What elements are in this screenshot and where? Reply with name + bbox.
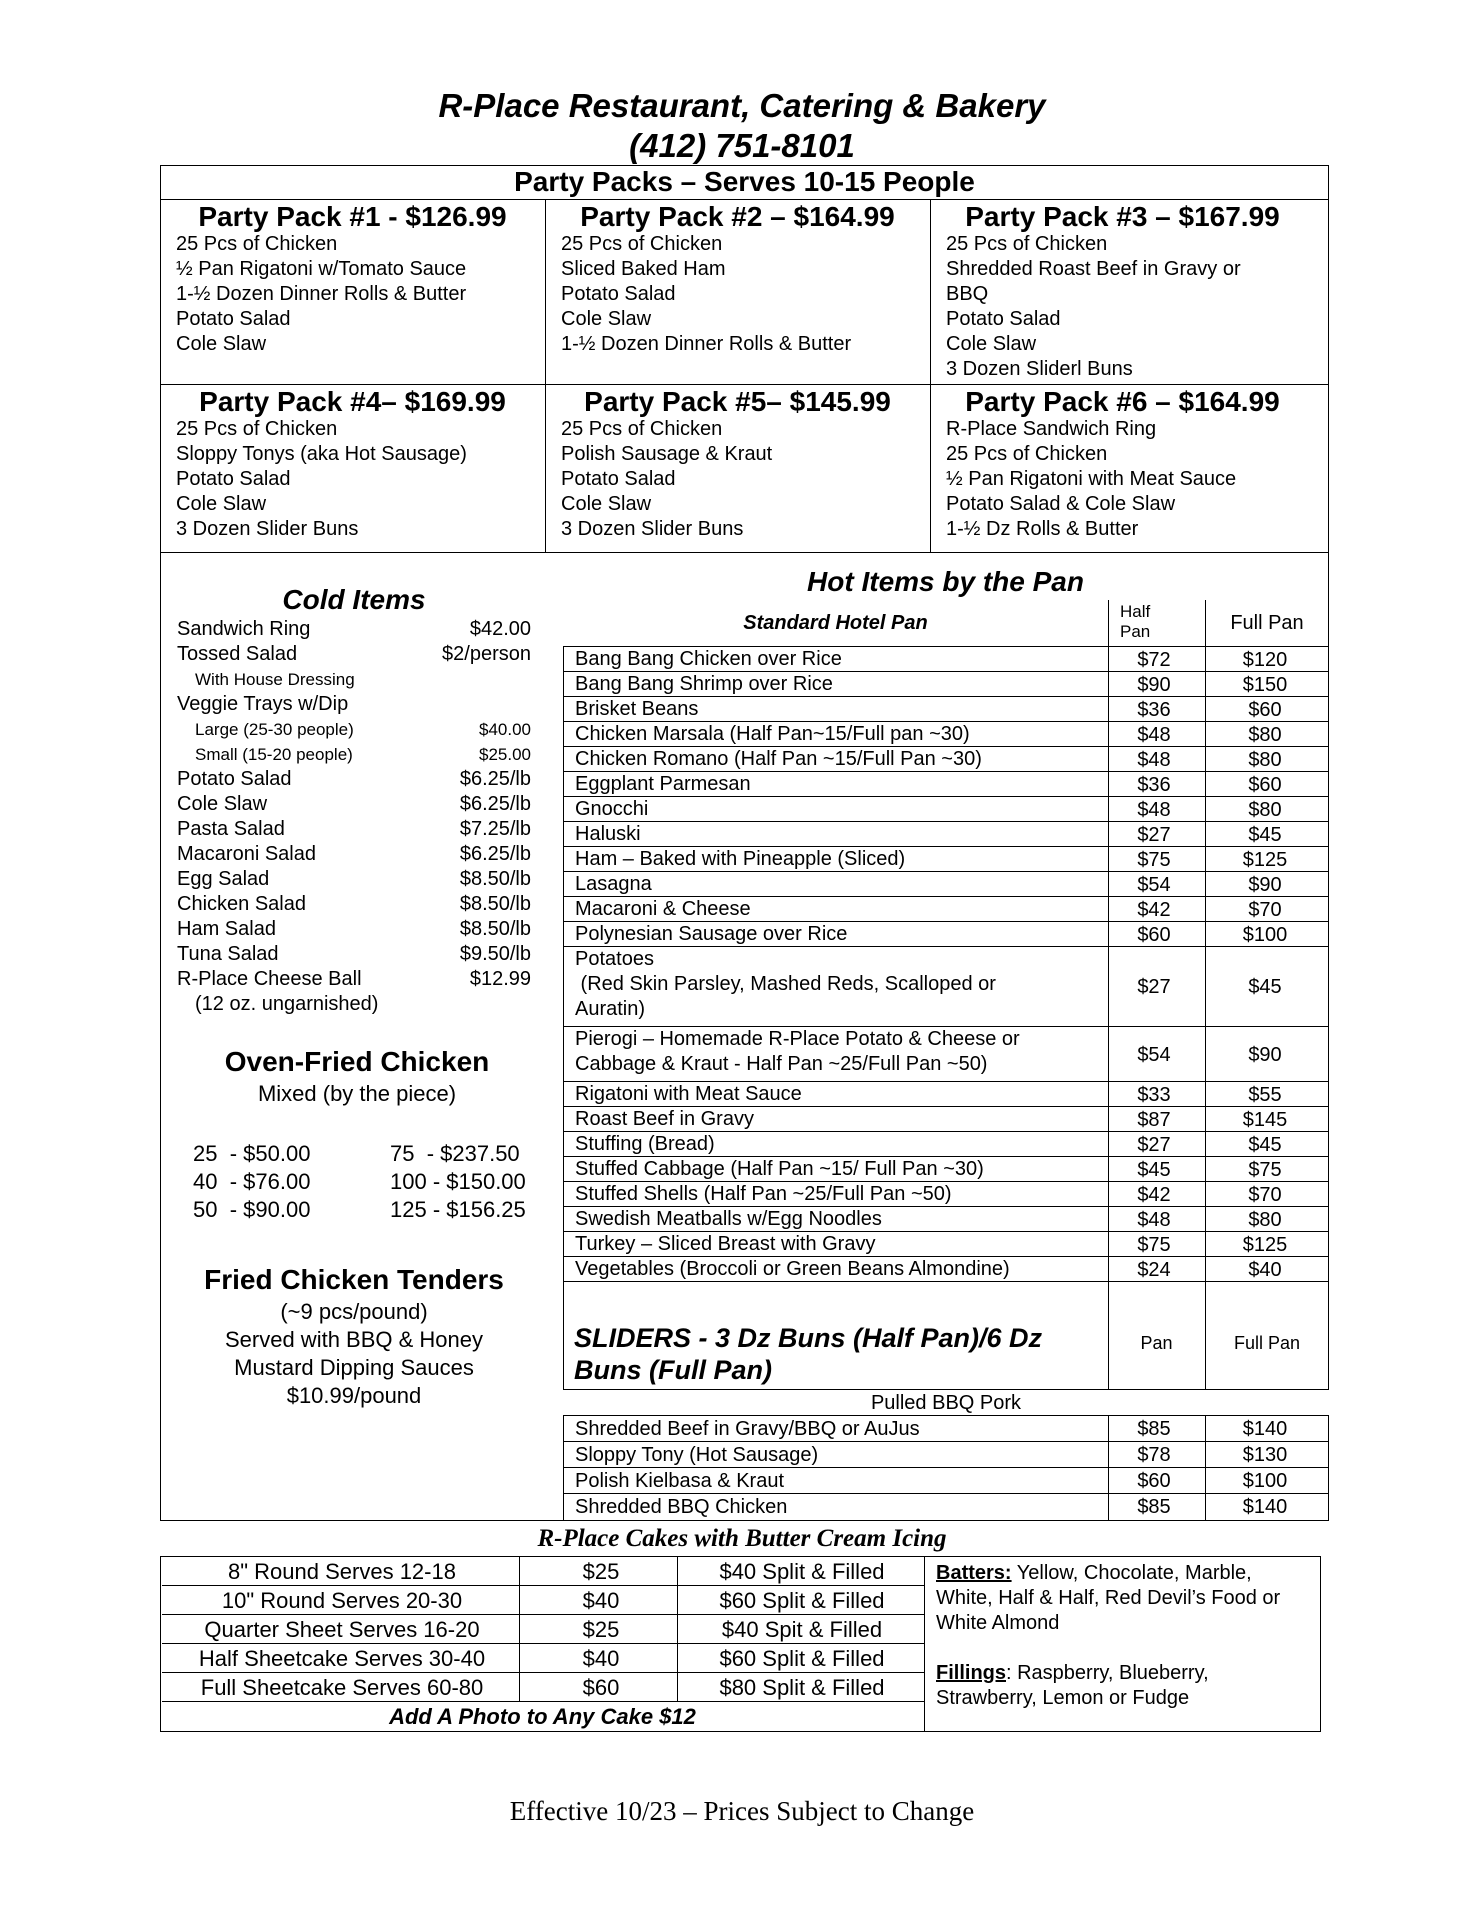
- party-pack-items: [561, 232, 851, 357]
- party-pack-item: 3 Dozen Slider Buns: [561, 518, 744, 540]
- oven-fried-price: 25 - $50.00: [193, 1141, 311, 1166]
- sliders-title: SLIDERS - 3 Dz Buns (Half Pan)/6 Dz Buns (Full Pan): [574, 1323, 1043, 1385]
- hot-item-full-price: $40: [1248, 1258, 1282, 1281]
- party-pack-items: [561, 417, 772, 542]
- fillings-text: : Raspberry, Blueberry, Strawberry, Lemon or Fudge: [936, 1662, 1209, 1709]
- tenders-description: [177, 1298, 531, 1410]
- cake-size: Half Sheetcake Serves 30-40: [198, 1646, 486, 1671]
- cakes-title: R-Place Cakes with Butter Cream Icing: [537, 1525, 947, 1552]
- hot-item-full-price: $70: [1248, 898, 1282, 921]
- hot-item-full-price: $80: [1248, 723, 1282, 746]
- hot-item-full-price: $80: [1248, 748, 1282, 771]
- hot-item-half-price: $48: [1137, 723, 1171, 746]
- party-pack-title: Party Pack #5– $145.99: [584, 386, 891, 417]
- cake-split-price: $40 Spit & Filled: [721, 1617, 883, 1642]
- cold-item-name: Tossed Salad: [177, 643, 298, 665]
- cold-item-price: $8.50/lb: [459, 893, 531, 915]
- cold-item-row: [177, 717, 531, 742]
- phone-number: (412) 751-8101: [629, 127, 855, 164]
- hot-item-full-price: $145: [1242, 1108, 1288, 1131]
- slider-name: Shredded Beef in Gravy/BBQ or AuJus: [575, 1418, 920, 1440]
- party-pack-item: BBQ: [946, 283, 989, 305]
- hot-items-col-half: Half Pan: [1120, 602, 1151, 641]
- cake-price: $25: [582, 1559, 620, 1584]
- hot-item-half-price: $27: [1137, 823, 1171, 846]
- slider-full-price: $130: [1242, 1444, 1288, 1466]
- hot-item-name: Stuffed Shells (Half Pan ~25/Full Pan ~50): [575, 1183, 952, 1205]
- hot-item-full-price: $90: [1248, 1043, 1282, 1066]
- cold-item-price: $7.25/lb: [459, 818, 531, 840]
- party-pack-item: Potato Salad: [176, 468, 291, 490]
- cold-item-name: (12 oz. ungarnished): [195, 993, 379, 1015]
- tenders-line: Served with BBQ & Honey: [224, 1327, 483, 1352]
- cold-item-row: [177, 942, 531, 967]
- hot-item-half-price: $42: [1137, 898, 1171, 921]
- party-pack-item: 25 Pcs of Chicken: [561, 233, 723, 255]
- party-pack-item: 1-½ Dz Rolls & Butter: [946, 518, 1139, 540]
- hot-item-name: Stuffing (Bread): [575, 1133, 715, 1155]
- party-pack-item: R-Place Sandwich Ring: [946, 418, 1157, 440]
- cake-size: 10" Round Serves 20-30: [221, 1588, 463, 1613]
- oven-fried-prices-right: [390, 1140, 526, 1224]
- hot-item-name: Roast Beef in Gravy: [575, 1108, 754, 1130]
- cold-item-row: [177, 667, 531, 692]
- hot-item-half-price: $24: [1137, 1258, 1171, 1281]
- party-pack-item: Cole Slaw: [176, 493, 267, 515]
- hot-item-name: Rigatoni with Meat Sauce: [575, 1083, 802, 1105]
- hot-item-row: [563, 1207, 1328, 1232]
- hot-item-full-price: $45: [1248, 823, 1282, 846]
- cake-price: $40: [582, 1588, 620, 1613]
- cake-price: $25: [582, 1617, 620, 1642]
- party-pack-title: Party Pack #4– $169.99: [199, 386, 506, 417]
- oven-fried-price: 50 - $90.00: [193, 1197, 311, 1222]
- hot-item-full-price: $60: [1248, 698, 1282, 721]
- cold-item-row: [177, 792, 531, 817]
- slider-full-price: $100: [1242, 1470, 1288, 1492]
- cake-row: [162, 1586, 924, 1615]
- cold-item-name: Tuna Salad: [177, 943, 279, 965]
- cold-item-row: [177, 617, 531, 642]
- hot-item-full-price: $70: [1248, 1183, 1282, 1206]
- hot-item-name: Bang Bang Chicken over Rice: [575, 648, 842, 670]
- hot-item-half-price: $48: [1137, 748, 1171, 771]
- cold-item-name: Veggie Trays w/Dip: [177, 693, 349, 715]
- hot-item-name: Stuffed Cabbage (Half Pan ~15/ Full Pan ~30): [575, 1158, 984, 1180]
- cake-size: 8" Round Serves 12-18: [228, 1559, 456, 1584]
- slider-half-price: $78: [1137, 1444, 1171, 1466]
- hot-item-name: Ham – Baked with Pineapple (Sliced): [575, 848, 906, 870]
- cold-item-row: [177, 917, 531, 942]
- hot-item-half-price: $33: [1137, 1083, 1171, 1106]
- hot-item-half-price: $60: [1137, 923, 1171, 946]
- hot-item-name: Haluski: [575, 823, 641, 845]
- hot-item-row: [563, 1082, 1328, 1107]
- cold-item-row: [177, 892, 531, 917]
- hot-item-name: Turkey – Sliced Breast with Gravy: [575, 1233, 876, 1255]
- footer-note: Effective 10/23 – Prices Subject to Change: [509, 1796, 975, 1826]
- hot-item-name: Vegetables (Broccoli or Green Beans Almondine): [575, 1258, 1010, 1280]
- hot-item-full-price: $125: [1242, 848, 1288, 871]
- hot-item-row: [563, 947, 1328, 1027]
- cold-item-price: $42.00: [469, 618, 531, 640]
- party-pack-item: 3 Dozen Slider Buns: [176, 518, 359, 540]
- hot-items-col-item: Standard Hotel Pan: [743, 612, 928, 634]
- cold-item-name: Macaroni Salad: [177, 843, 316, 865]
- oven-fried-prices-left: [193, 1140, 310, 1224]
- hot-item-full-price: $120: [1242, 648, 1288, 671]
- cake-size: Full Sheetcake Serves 60-80: [200, 1675, 484, 1700]
- party-pack-item: Potato Salad & Cole Slaw: [946, 493, 1176, 515]
- hot-item-row: [563, 1027, 1328, 1082]
- party-pack-item: Polish Sausage & Kraut: [561, 443, 773, 465]
- restaurant-title: R-Place Restaurant, Catering & Bakery: [438, 87, 1046, 124]
- hot-item-row: [563, 1157, 1328, 1182]
- hot-item-row: [563, 697, 1328, 722]
- cold-item-row: [177, 767, 531, 792]
- hot-item-half-price: $45: [1137, 1158, 1171, 1181]
- hot-item-name: Chicken Marsala (Half Pan~15/Full pan ~30): [575, 723, 970, 745]
- slider-row: [563, 1416, 1328, 1442]
- cold-item-name: Potato Salad: [177, 768, 292, 790]
- hot-item-row: [563, 872, 1328, 897]
- hot-item-full-price: $100: [1242, 923, 1288, 946]
- cake-split-price: $40 Split & Filled: [719, 1559, 885, 1584]
- cold-item-price: $8.50/lb: [459, 868, 531, 890]
- hot-item-full-price: $150: [1242, 673, 1288, 696]
- cold-items-title: Cold Items: [282, 584, 426, 615]
- cold-item-name: Small (15-20 people): [195, 745, 353, 764]
- party-pack-item: Potato Salad: [946, 308, 1061, 330]
- cake-split-price: $80 Split & Filled: [719, 1675, 885, 1700]
- hot-item-half-price: $72: [1137, 648, 1171, 671]
- fillings-label: Fillings: [936, 1662, 1006, 1684]
- party-pack-items: [946, 417, 1236, 542]
- cold-item-price: $25.00: [479, 745, 531, 764]
- party-packs-heading: Party Packs – Serves 10-15 People: [514, 166, 975, 197]
- sliders-col-half: Pan: [1140, 1333, 1173, 1353]
- party-pack-item: Cole Slaw: [561, 308, 652, 330]
- hot-item-full-price: $80: [1248, 798, 1282, 821]
- hot-item-full-price: $60: [1248, 773, 1282, 796]
- party-pack-item: 25 Pcs of Chicken: [946, 443, 1108, 465]
- party-pack-title: Party Pack #1 - $126.99: [198, 201, 507, 232]
- hot-item-half-price: $87: [1137, 1108, 1171, 1131]
- party-pack-item: Cole Slaw: [561, 493, 652, 515]
- cake-price: $60: [582, 1675, 620, 1700]
- hot-item-row: [563, 1107, 1328, 1132]
- party-pack-item: 3 Dozen Sliderl Buns: [946, 358, 1133, 380]
- cake-row: [162, 1673, 924, 1702]
- party-pack-item: Potato Salad: [176, 308, 291, 330]
- party-pack-item: ½ Pan Rigatoni w/Tomato Sauce: [176, 258, 467, 280]
- party-pack-item: Potato Salad: [561, 283, 676, 305]
- hot-items-col-full: Full Pan: [1230, 612, 1304, 634]
- cake-photo-addon: Add A Photo to Any Cake $12: [389, 1704, 696, 1729]
- party-pack-item: Sliced Baked Ham: [561, 258, 726, 280]
- hot-item-half-price: $75: [1137, 1233, 1171, 1256]
- hot-item-name: Brisket Beans: [575, 698, 699, 720]
- hot-item-name: Pierogi – Homemade R-Place Potato & Cheese or Cabbage & Kraut - Half Pan ~25/Full Pan ~50): [575, 1028, 1020, 1075]
- hot-item-name: Polynesian Sausage over Rice: [575, 923, 848, 945]
- hot-item-full-price: $125: [1242, 1233, 1288, 1256]
- hot-item-half-price: $54: [1137, 1043, 1171, 1066]
- hot-item-name: Bang Bang Shrimp over Rice: [575, 673, 833, 695]
- slider-full-price: $140: [1242, 1496, 1288, 1518]
- hot-item-full-price: $90: [1248, 873, 1282, 896]
- hot-item-row: [563, 797, 1328, 822]
- hot-item-row: [563, 772, 1328, 797]
- cake-row: [162, 1557, 924, 1586]
- hot-item-row: [563, 647, 1328, 672]
- cold-item-price: $6.25/lb: [459, 843, 531, 865]
- cake-price: $40: [582, 1646, 620, 1671]
- cold-item-row: [177, 842, 531, 867]
- cold-item-row: [177, 742, 531, 767]
- cake-fillings: [936, 1661, 1306, 1711]
- party-pack-title: Party Pack #3 – $167.99: [965, 201, 1280, 232]
- cold-item-name: Egg Salad: [177, 868, 270, 890]
- oven-fried-title: Oven-Fried Chicken: [224, 1046, 490, 1077]
- oven-fried-price: 100 - $150.00: [390, 1169, 526, 1194]
- cold-item-row: [177, 967, 531, 992]
- party-pack-item: Sloppy Tonys (aka Hot Sausage): [176, 443, 467, 465]
- hot-item-row: [563, 897, 1328, 922]
- hot-item-half-price: $48: [1137, 1208, 1171, 1231]
- party-pack-item: Potato Salad: [561, 468, 676, 490]
- slider-half-price: $60: [1137, 1470, 1171, 1492]
- cold-item-name: With House Dressing: [195, 670, 355, 689]
- hot-item-name: Potatoes (Red Skin Parsley, Mashed Reds, Scalloped or Auratin): [575, 948, 996, 1020]
- slider-name: Shredded BBQ Chicken: [575, 1496, 788, 1518]
- slider-half-price: $85: [1137, 1418, 1171, 1440]
- hot-item-row: [563, 922, 1328, 947]
- cake-size: Quarter Sheet Serves 16-20: [204, 1617, 480, 1642]
- hot-item-name: Gnocchi: [575, 798, 649, 820]
- cold-item-name: Sandwich Ring: [177, 618, 311, 640]
- party-pack-item: 25 Pcs of Chicken: [176, 418, 338, 440]
- hot-item-row: [563, 747, 1328, 772]
- cold-item-row: [177, 817, 531, 842]
- cake-row: [162, 1615, 924, 1644]
- cold-item-price: $6.25/lb: [459, 768, 531, 790]
- cold-item-row: [177, 992, 531, 1017]
- tenders-line: $10.99/pound: [286, 1383, 422, 1408]
- slider-row: [563, 1494, 1328, 1520]
- hot-items-title: Hot Items by the Pan: [807, 566, 1084, 597]
- batters-text: Yellow, Chocolate, Marble, White, Half & Half, Red Devil’s Food or White Almond: [936, 1562, 1281, 1634]
- cold-item-row: [177, 692, 531, 717]
- slider-name: Polish Kielbasa & Kraut: [575, 1470, 785, 1492]
- cold-item-row: [177, 642, 531, 667]
- hot-item-row: [563, 1182, 1328, 1207]
- party-pack-title: Party Pack #2 – $164.99: [580, 201, 895, 232]
- hot-item-half-price: $36: [1137, 773, 1171, 796]
- party-pack-item: 1-½ Dozen Dinner Rolls & Butter: [176, 283, 467, 305]
- hot-item-full-price: $45: [1248, 976, 1282, 998]
- hot-item-full-price: $45: [1248, 1133, 1282, 1156]
- party-pack-item: 25 Pcs of Chicken: [561, 418, 723, 440]
- party-pack-item: Cole Slaw: [176, 333, 267, 355]
- hot-item-half-price: $54: [1137, 873, 1171, 896]
- cake-split-price: $60 Split & Filled: [719, 1588, 885, 1613]
- party-pack-items: [176, 232, 466, 357]
- hot-item-row: [563, 1232, 1328, 1257]
- hot-item-row: [563, 672, 1328, 697]
- cold-item-price: $9.50/lb: [459, 943, 531, 965]
- tenders-line: Mustard Dipping Sauces: [234, 1355, 474, 1380]
- oven-fried-price: 125 - $156.25: [390, 1197, 526, 1222]
- hot-item-name: Macaroni & Cheese: [575, 898, 751, 920]
- cold-item-name: Pasta Salad: [177, 818, 285, 840]
- party-pack-items: [176, 417, 467, 542]
- cold-item-name: Large (25-30 people): [195, 720, 354, 739]
- oven-fried-price: 75 - $237.50: [390, 1141, 520, 1166]
- cold-item-name: Cole Slaw: [177, 793, 268, 815]
- slider-full-price: $140: [1242, 1418, 1288, 1440]
- hot-item-name: Lasagna: [575, 873, 652, 895]
- cake-batters: [936, 1561, 1306, 1636]
- batters-label: Batters:: [936, 1562, 1012, 1584]
- tenders-title: Fried Chicken Tenders: [204, 1264, 504, 1295]
- cold-item-price: $12.99: [469, 968, 531, 990]
- hot-item-name: Swedish Meatballs w/Egg Noodles: [575, 1208, 882, 1230]
- hot-item-half-price: $27: [1137, 976, 1171, 998]
- party-pack-title: Party Pack #6 – $164.99: [965, 386, 1280, 417]
- hot-item-full-price: $80: [1248, 1208, 1282, 1231]
- hot-item-row: [563, 822, 1328, 847]
- hot-item-row: [563, 847, 1328, 872]
- hot-item-name: Eggplant Parmesan: [575, 773, 751, 795]
- cold-item-row: [177, 867, 531, 892]
- slider-name: Sloppy Tony (Hot Sausage): [575, 1444, 819, 1466]
- cake-row: [162, 1644, 924, 1673]
- cold-item-price: $8.50/lb: [459, 918, 531, 940]
- party-pack-items: [946, 232, 1241, 382]
- sliders-col-full: Full Pan: [1233, 1333, 1301, 1353]
- slider-row: [563, 1468, 1328, 1494]
- cold-item-name: R-Place Cheese Ball: [177, 968, 362, 990]
- hot-item-half-price: $27: [1137, 1133, 1171, 1156]
- hot-item-row: [563, 1132, 1328, 1157]
- cold-item-price: $2/person: [442, 643, 531, 665]
- party-pack-item: 25 Pcs of Chicken: [946, 233, 1108, 255]
- party-pack-item: 1-½ Dozen Dinner Rolls & Butter: [561, 333, 852, 355]
- hot-item-half-price: $90: [1137, 673, 1171, 696]
- cold-item-name: Ham Salad: [177, 918, 276, 940]
- party-pack-item: ½ Pan Rigatoni with Meat Sauce: [946, 468, 1237, 490]
- hot-item-half-price: $48: [1137, 798, 1171, 821]
- hot-item-half-price: $75: [1137, 848, 1171, 871]
- cold-item-name: Chicken Salad: [177, 893, 306, 915]
- slider-half-price: $85: [1137, 1496, 1171, 1518]
- party-pack-item: Shredded Roast Beef in Gravy or: [946, 258, 1241, 280]
- sliders-subheading: Pulled BBQ Pork: [563, 1390, 1329, 1416]
- hot-item-row: [563, 1257, 1328, 1282]
- oven-fried-subtitle: Mixed (by the piece): [257, 1081, 457, 1106]
- party-pack-item: 25 Pcs of Chicken: [176, 233, 338, 255]
- hot-item-half-price: $42: [1137, 1183, 1171, 1206]
- tenders-line: (~9 pcs/pound): [280, 1299, 428, 1324]
- hot-item-name: Chicken Romano (Half Pan ~15/Full Pan ~30): [575, 748, 982, 770]
- slider-row: [563, 1442, 1328, 1468]
- cake-split-price: $60 Split & Filled: [719, 1646, 885, 1671]
- cold-item-price: $40.00: [479, 720, 531, 739]
- cold-item-price: $6.25/lb: [459, 793, 531, 815]
- hot-item-full-price: $75: [1248, 1158, 1282, 1181]
- hot-item-full-price: $55: [1248, 1083, 1282, 1106]
- party-pack-item: Cole Slaw: [946, 333, 1037, 355]
- hot-item-half-price: $36: [1137, 698, 1171, 721]
- oven-fried-price: 40 - $76.00: [193, 1169, 311, 1194]
- hot-item-row: [563, 722, 1328, 747]
